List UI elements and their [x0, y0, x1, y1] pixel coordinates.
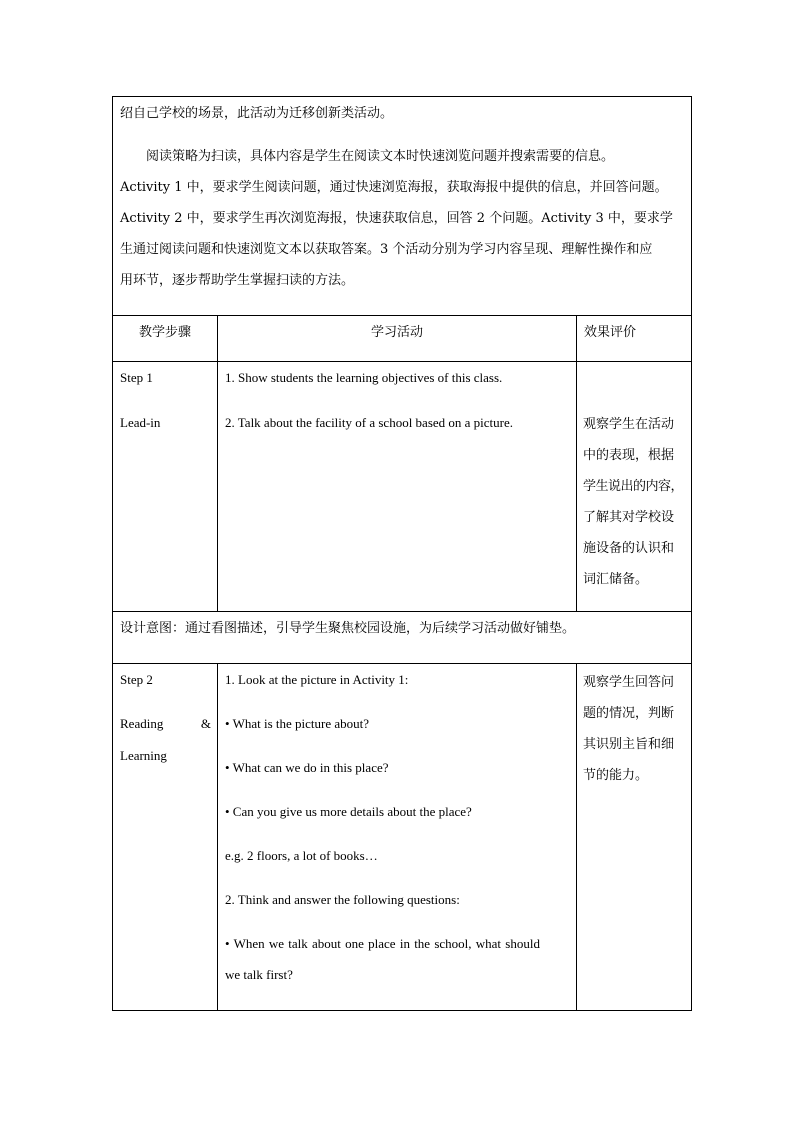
step2-evaluation-line: 其识别主旨和细	[583, 737, 675, 752]
step2-activity: • What is the picture about?	[225, 716, 370, 731]
step1-label: Step 1	[120, 370, 153, 385]
step2-name-reading: Reading	[120, 716, 164, 731]
step1-evaluation-line: 观察学生在活动	[583, 417, 675, 432]
lesson-plan-page	[112, 96, 691, 1011]
design-intent-cell: 设计意图：通过看图描述，引导学生聚焦校园设施，为后续学习活动做好铺垫。	[113, 612, 692, 664]
header-teaching-steps: 教学步骤	[113, 316, 218, 362]
intro-paragraph-line: 用环节，逐步帮助学生掌握扫读的方法。	[120, 273, 355, 288]
step2-step-cell	[113, 664, 218, 1011]
step2-evaluation-line: 节的能力。	[583, 768, 649, 783]
header-row	[113, 316, 692, 362]
header-learning-activities: 学习活动	[218, 316, 577, 362]
step2-activity: 1. Look at the picture in Activity 1:	[225, 672, 409, 687]
step2-evaluation-line: 题的情况，判断	[583, 706, 675, 721]
step2-label: Step 2	[120, 672, 153, 687]
step2-activity: 2. Think and answer the following questions:	[225, 892, 460, 907]
step1-step-cell	[113, 362, 218, 612]
intro-paragraph-line: 生通过阅读问题和快速浏览文本以获取答案。3 个活动分别为学习内容呈现、理解性操作和应	[120, 242, 653, 257]
step1-evaluation-line: 了解其对学校设	[583, 510, 675, 525]
step2-name-ampersand: &	[200, 716, 211, 731]
step1-row	[113, 362, 692, 612]
intro-first-line: 绍自己学校的场景，此活动为迁移创新类活动。	[120, 106, 394, 121]
intro-paragraph-line: 阅读策略为扫读，具体内容是学生在阅读文本时快速浏览问题并搜索需要的信息。	[146, 149, 615, 164]
lesson-plan-table	[112, 96, 692, 1011]
design-intent-row	[113, 612, 692, 664]
step2-activity: e.g. 2 floors, a lot of books…	[225, 848, 378, 863]
step2-name-learning: Learning	[120, 748, 167, 763]
step2-activity: • What can we do in this place?	[225, 760, 389, 775]
step1-evaluation-line: 施设备的认识和	[583, 541, 675, 556]
intro-row	[113, 97, 692, 316]
step2-activities-cell	[218, 664, 577, 1011]
step1-activity: 2. Talk about the facility of a school based on a picture.	[225, 415, 514, 430]
step1-evaluation-cell	[577, 362, 692, 612]
step2-row	[113, 664, 692, 1011]
step1-name: Lead-in	[120, 415, 161, 430]
intro-paragraph-line: Activity 1 中，要求学生阅读问题，通过快速浏览海报，获取海报中提供的信息，并回答问题。	[120, 180, 668, 195]
step2-evaluation-line: 观察学生回答问	[583, 675, 675, 690]
intro-paragraph-line: Activity 2 中，要求学生再次浏览海报，快速获取信息，回答 2 个问题。Activity 3 中，要求学	[120, 211, 673, 226]
step1-activity: 1. Show students the learning objectives of this class.	[225, 370, 503, 385]
step1-evaluation-line: 中的表现，根据	[583, 448, 675, 463]
step2-activity: we talk first?	[225, 967, 293, 982]
step1-activities-cell	[218, 362, 577, 612]
step1-evaluation-line: 词汇储备。	[583, 572, 649, 587]
intro-cell	[113, 97, 692, 316]
step1-evaluation-line: 学生说出的内容，	[583, 479, 684, 494]
step2-activity: • When we talk about one place in the school, what should	[225, 936, 540, 951]
step2-activity: • Can you give us more details about the place?	[225, 804, 472, 819]
header-evaluation: 效果评价	[577, 316, 692, 362]
step2-evaluation-cell	[577, 664, 692, 1011]
step2-name-line	[120, 713, 211, 735]
